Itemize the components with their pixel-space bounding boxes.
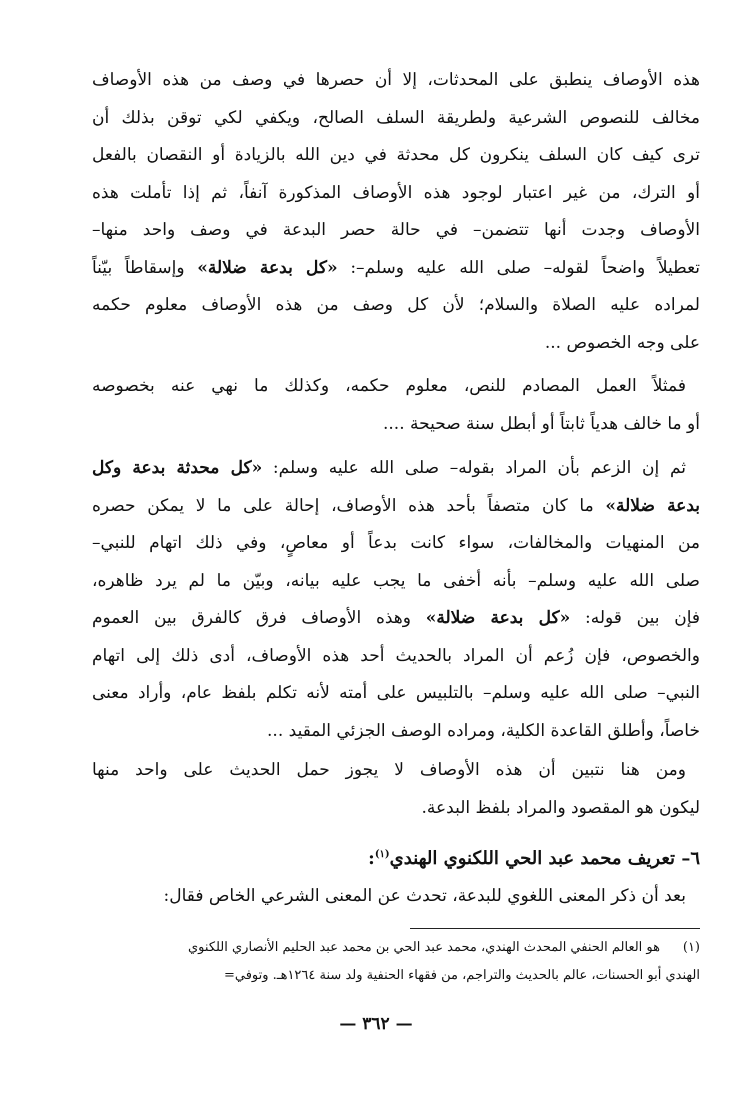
text-line: صلى الله عليه وسلم– بأنه أخفى ما يجب عليه بيانه، وبيّن ما لم يرد ظاهره، <box>92 570 700 591</box>
footnote-text: هو العالم الحنفي المحدث الهندي، محمد عبد الحي بن محمد عبد الحليم الأنصاري اللكنوي <box>188 940 660 955</box>
footnote-line <box>92 934 700 962</box>
text-line: على وجه الخصوص ... <box>544 332 700 353</box>
text-line: تعطيلاً واضحاً لقوله– صلى الله عليه وسلم–: «كل بدعة ضلالة» وإسقاطاً بيّناً <box>92 257 700 278</box>
text-line: من المنهيات والمخالفات، سواء كانت بدعاً أو معاصٍ، وفي ذلك اتهام للنبي– <box>92 533 700 553</box>
paragraph-4 <box>92 752 700 827</box>
text-line: فإن بين قوله: «كل بدعة ضلالة» وهذه الأوصاف فرق كالفرق بين العموم <box>92 608 701 628</box>
text-line: أو الترك، من غير اعتبار لوجود هذه الأوصاف المذكورة آنفاً، ثم إذا تأملت هذه <box>92 182 700 203</box>
footnote-number: (١) <box>682 940 700 955</box>
paragraph-1 <box>92 62 700 362</box>
text-line: والخصوص، فإن زُعم أن المراد بالحديث أحد هذه الأوصاف، أدى ذلك إلى اتهام <box>92 645 700 666</box>
text-line: ترى كيف كان السلف ينكرون كل محدثة في دين الله بالزيادة أو النقصان بالفعل <box>92 145 700 165</box>
text-line: النبي– صلى الله عليه وسلم– بالتلبيس على أمته لأنه تكلم بلفظ عام، وأراد معنى <box>92 683 700 703</box>
text-line: ليكون هو المقصود والمراد بلفظ البدعة. <box>421 797 700 818</box>
paragraph-2 <box>92 368 700 443</box>
heading-text: ٦– تعريف محمد عبد الحي اللكنوي الهندي <box>389 848 700 869</box>
footnote-line <box>92 962 700 990</box>
text-line: بعد أن ذكر المعنى اللغوي للبدعة، تحدث عن المعنى الشرعي الخاص فقال: <box>163 886 686 906</box>
text-line: الأوصاف وجدت أنها تتضمن– في حالة حصر البدعة في وصف واحد منها– <box>92 220 700 240</box>
text-line: لمراده عليه الصلاة والسلام؛ لأن كل وصف من هذه الأوصاف معلوم حكمه <box>92 295 700 315</box>
text-line: هذه الأوصاف ينطبق على المحدثات، إلا أن حصرها في وصف من هذه الأوصاف <box>92 70 700 90</box>
page-number: — ٣٦٢ — <box>339 1014 413 1034</box>
heading-colon: : <box>368 848 375 869</box>
footnote-divider <box>410 928 700 929</box>
paragraph-3 <box>92 450 700 750</box>
text-line: خاصاً، وأطلق القاعدة الكلية، ومراده الوصف الجزئي المقيد ... <box>267 720 700 741</box>
footnote-text: الهندي أبو الحسنات، عالم بالحديث والتراجم، من فقهاء الحنفية ولد سنة ١٢٦٤هـ. وتوفي= <box>223 968 700 983</box>
paragraph-5 <box>92 878 700 916</box>
text-line: فمثلاً العمل المصادم للنص، معلوم حكمه، وكذلك ما نهي عنه بخصوصه <box>92 376 686 396</box>
text-line: أو ما خالف هدياً ثابتاً أو أبطل سنة صحيحة .... <box>382 413 700 434</box>
footnote-reference: (١) <box>374 849 390 860</box>
text-line: بدعة ضلالة» ما كان متصفاً بأحد هذه الأوصاف، إحالة على ما لا يمكن حصره <box>92 495 700 516</box>
section-heading <box>92 836 700 878</box>
text-line: ومن هنا نتبين أن هذه الأوصاف لا يجوز حمل الحديث على واحد منها <box>92 760 686 780</box>
footnote <box>92 934 700 990</box>
text-line: مخالف للنصوص الشرعية ولطريقة السلف الصالح، ويكفي لكي توقن بذلك أن <box>92 107 700 128</box>
text-line: ثم إن الزعم بأن المراد بقوله– صلى الله عليه وسلم: «كل محدثة بدعة وكل <box>92 458 686 478</box>
